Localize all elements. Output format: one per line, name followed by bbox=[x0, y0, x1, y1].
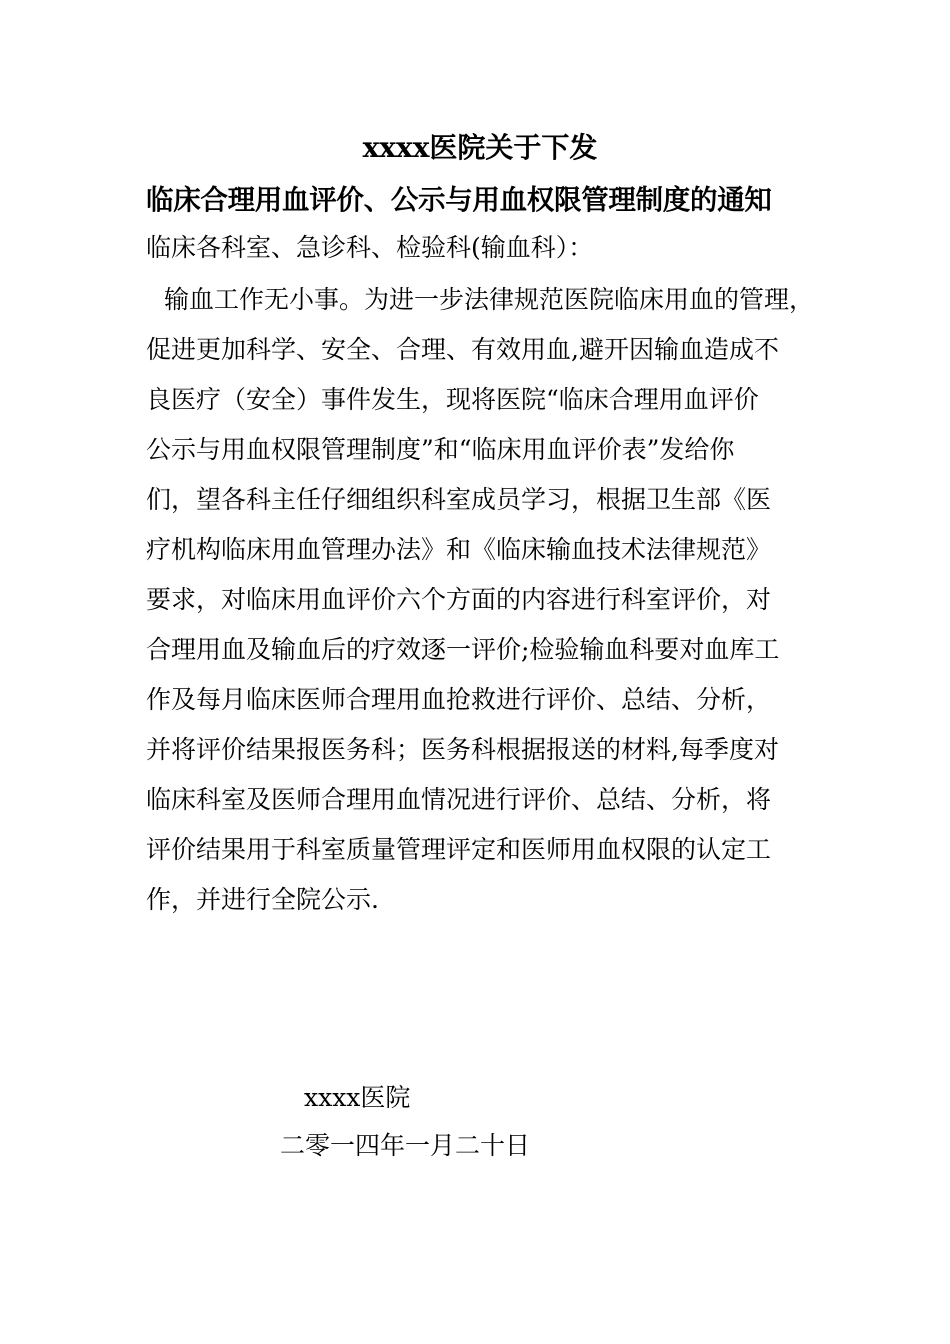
signature-organization: xxxx医院 bbox=[304, 1083, 411, 1112]
document-title-line-2: 临床合理用血评价、公示与用血权限管理制度的通知 bbox=[146, 184, 772, 216]
body-line: 公示与用血权限管理制度”和“临床用血评价表”发给你 bbox=[146, 435, 735, 464]
body-line: 评价结果用于科室质量管理评定和医师用血权限的认定工 bbox=[146, 835, 772, 864]
body-line: 促进更加科学、安全、合理、有效用血,避开因输血造成不 bbox=[146, 335, 779, 364]
body-line: 临床科室及医师合理用血情况进行评价、总结、分析，将 bbox=[146, 785, 772, 814]
body-line: 并将评价结果报医务科；医务科根据报送的材料,每季度对 bbox=[146, 735, 779, 764]
body-line: 要求，对临床用血评价六个方面的内容进行科室评价，对 bbox=[146, 585, 772, 614]
body-line: 疗机构临床用血管理办法》和《临床输血技术法律规范》 bbox=[146, 535, 772, 564]
signature-date: 二零一四年一月二十日 bbox=[280, 1131, 531, 1160]
body-line: 输血工作无小事。为进一步法律规范医院临床用血的管理， bbox=[164, 285, 815, 314]
body-line: 合理用血及输血后的疗效逐一评价;检验输血科要对血库工 bbox=[146, 635, 780, 664]
body-line: 们，望各科主任仔细组织科室成员学习，根据卫生部《医 bbox=[146, 485, 772, 514]
body-line: 作，并进行全院公示. bbox=[146, 885, 379, 914]
body-text bbox=[146, 280, 836, 930]
document-title-line-1: xxxx医院关于下发 bbox=[362, 131, 598, 164]
body-line: 作及每月临床医师合理用血抢救进行评价、总结、分析， bbox=[146, 685, 772, 714]
body-line: 良医疗（安全）事件发生，现将医院“临床合理用血评价 bbox=[146, 385, 759, 414]
salutation: 临床各科室、急诊科、检验科(输血科）： bbox=[146, 233, 594, 262]
